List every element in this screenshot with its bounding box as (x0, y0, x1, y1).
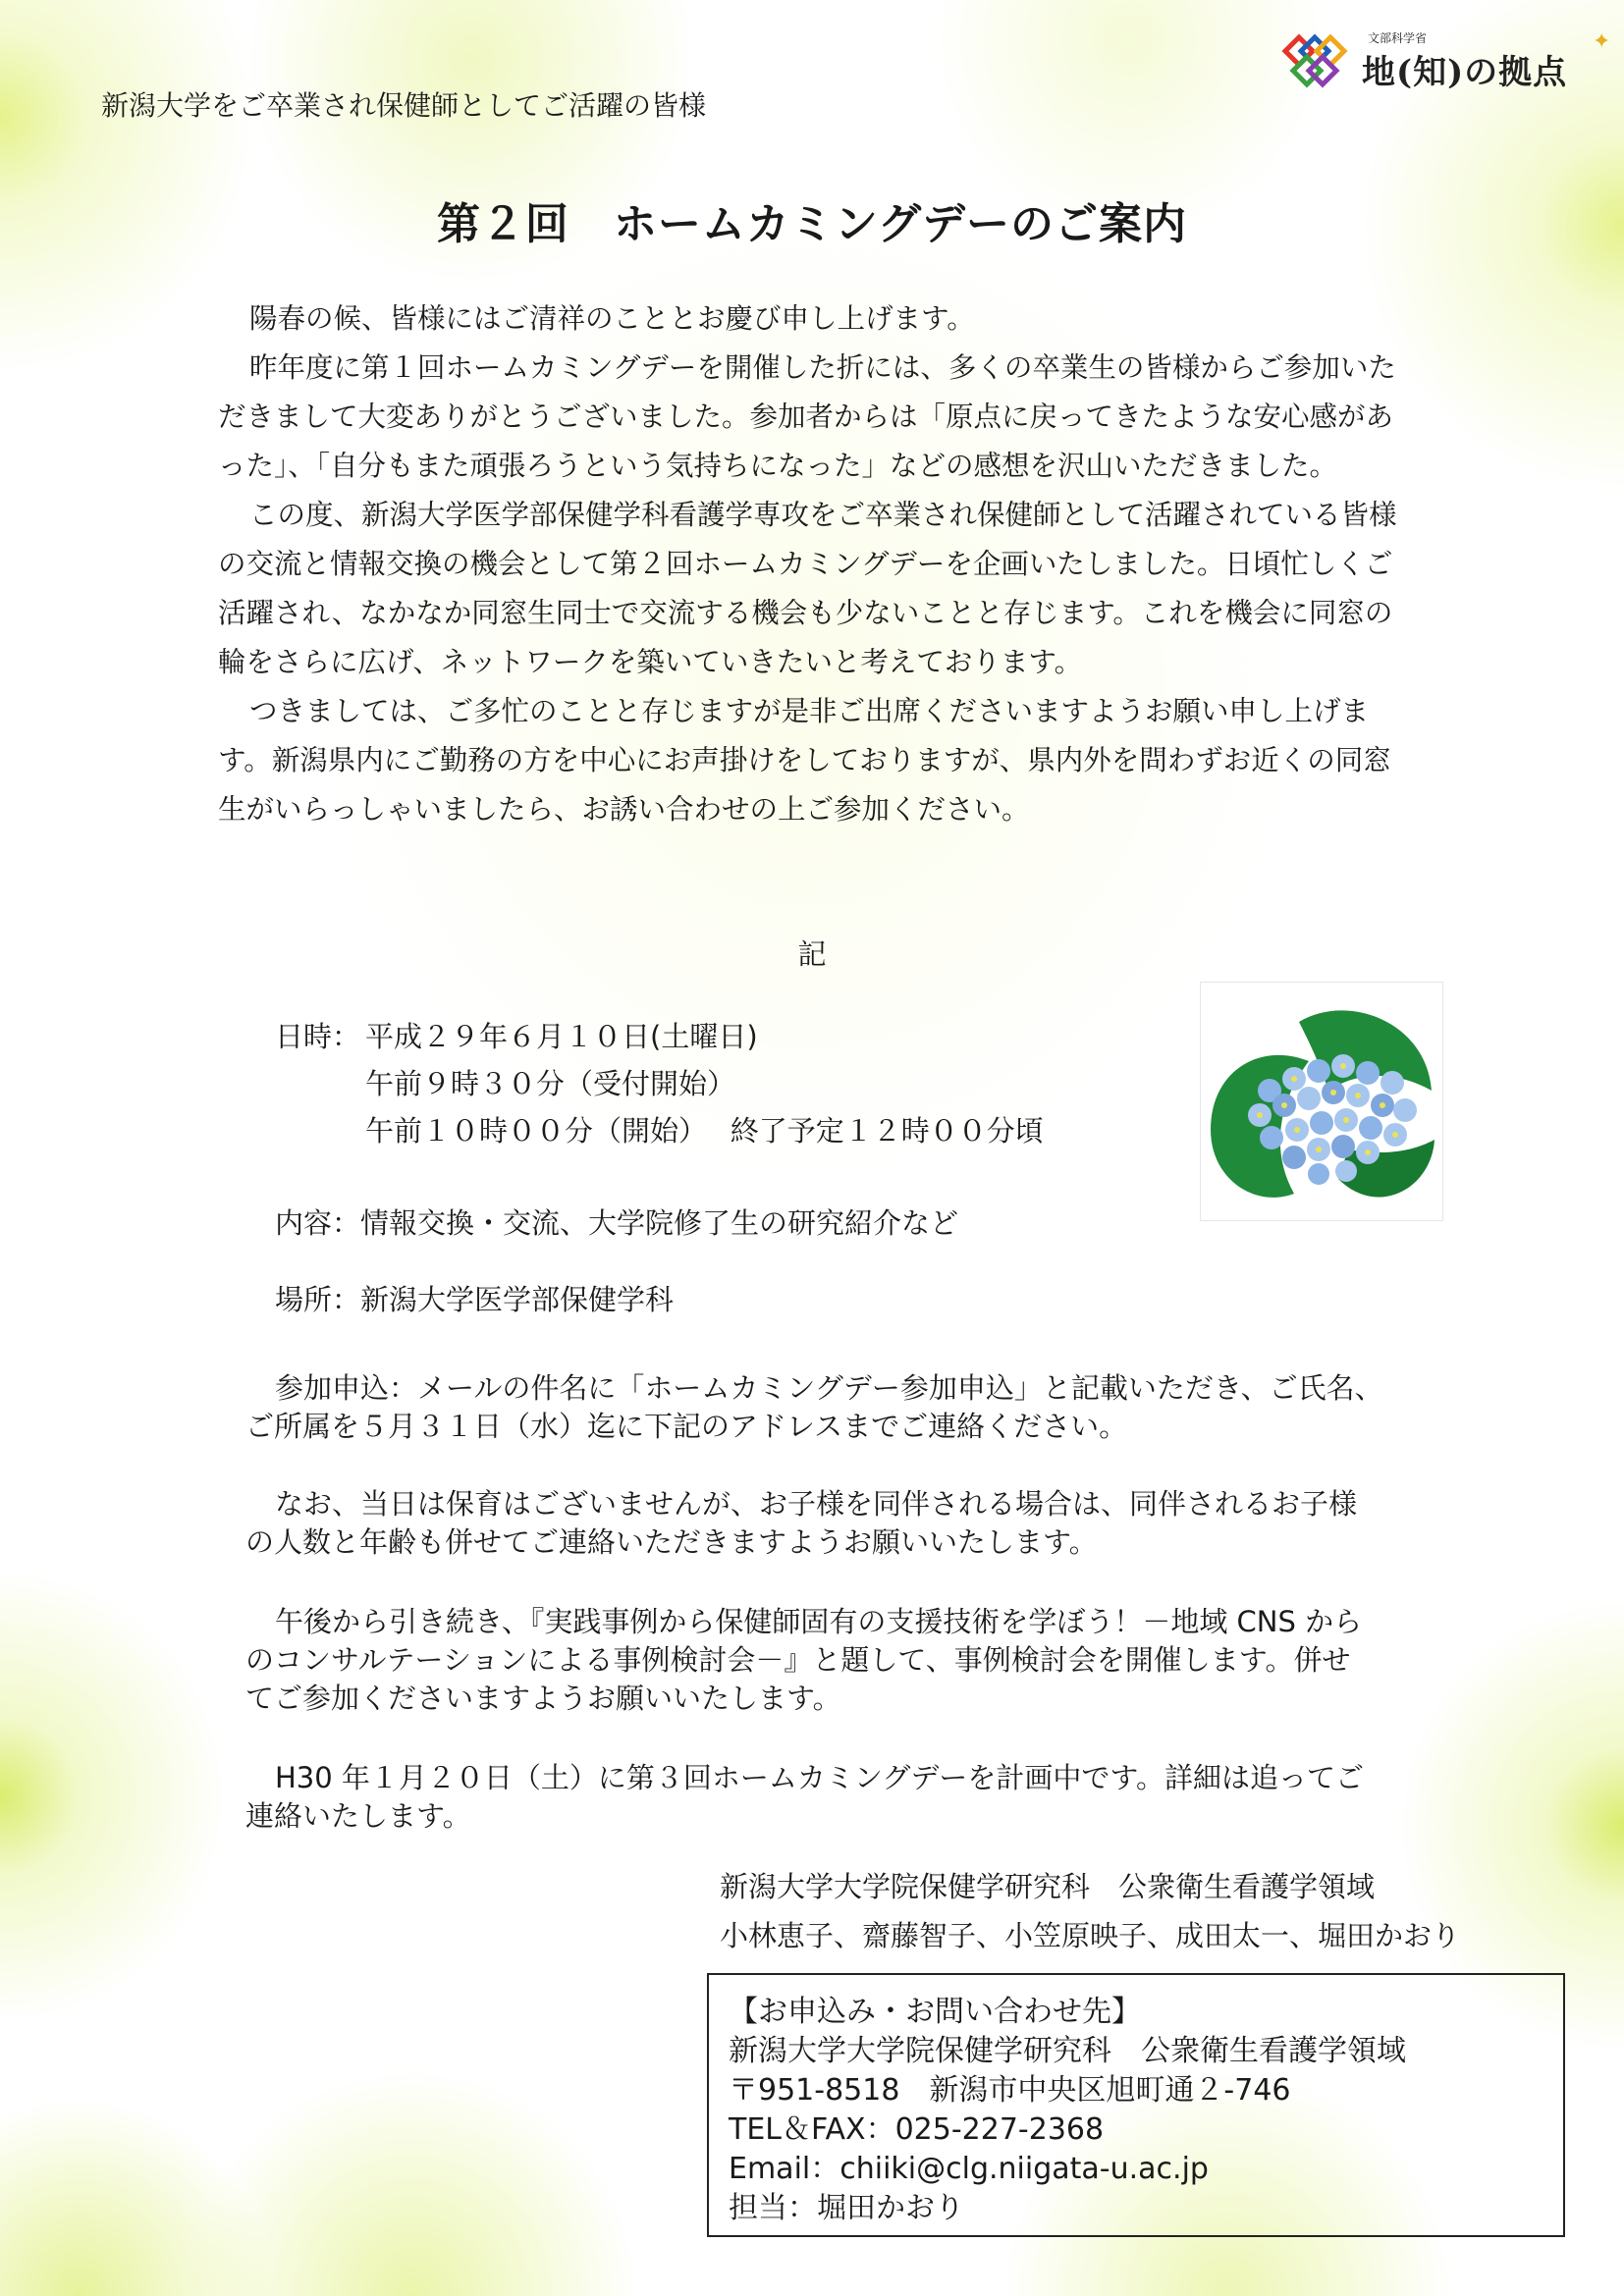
body-text (218, 294, 1416, 834)
signature-names: 小林恵子、齋藤智子、小笠原映子、成田太一、堀田かおり (720, 1919, 1461, 1952)
contact-person: 担当：堀田かおり (729, 2191, 964, 2225)
note-line: H30 年１月２０日（土）に第３回ホームカミングデーを計画中です。詳細は追ってご (275, 1761, 1365, 1794)
hydrangea-icon (1201, 983, 1442, 1220)
note-line: なお、当日は保育はございませんが、お子様を同伴される場合は、同伴されるお子様 (275, 1487, 1358, 1521)
signature-org: 新潟大学大学院保健学研究科 公衆衛生看護学領域 (720, 1870, 1376, 1903)
logo-text: 地(知)の拠点 (1362, 53, 1568, 92)
contact-address: 〒951-8518 新潟市中央区旭町通２-746 (729, 2073, 1291, 2108)
note-childcare (245, 1485, 1358, 1562)
salutation: 新潟大学をご卒業され保健師としてご活躍の皆様 (101, 89, 707, 122)
logo (1281, 27, 1611, 96)
note-line: ご所属を５月３１日（水）迄に下記のアドレスまでご連絡ください。 (245, 1410, 1128, 1443)
note-line: の人数と年齢も併せてご連絡いただきますようお願いいたします。 (245, 1525, 1098, 1559)
note-next-event (245, 1759, 1365, 1836)
date-line-1: 平成２９年６月１０日(土曜日) (365, 1020, 758, 1053)
contact-email[interactable]: Email：chiiki@clg.niigata-u.ac.jp (729, 2152, 1209, 2186)
logo-mark-icon (1281, 31, 1348, 92)
sparkle-icon: ✦ (1593, 29, 1611, 54)
date-label: 日時： (275, 1020, 361, 1053)
page-title: 第２回 ホームカミングデーのご案内 (436, 199, 1188, 249)
contact-box (707, 1973, 1565, 2237)
logo-ministry-text: 文部科学省 (1368, 31, 1428, 45)
date-line-3: 午前１０時００分（開始） 終了予定１２時００分頃 (365, 1114, 1044, 1148)
contact-heading: 【お申込み・お問い合わせ先】 (729, 1995, 1141, 2029)
note-line: のコンサルテーションによる事例検討会－』と題して、事例検討会を開催します。併せ (245, 1643, 1351, 1677)
note-line: てご参加くださいますようお願いいたします。 (245, 1682, 841, 1715)
body-paragraph: 昨年度に第１回ホームカミングデーを開催した折には、多くの卒業生の皆様からご参加いただきまして大変ありがとうございました。参加者からは「原点に戻ってきたような安心感があった」、「自分もまた頑張ろうという気持ちになった」などの感想を沢山いただきました。 (218, 351, 1396, 482)
note-line: 午後から引き続き、『実践事例から保健師固有の支援技術を学ぼう！－地域 CNS から (275, 1605, 1363, 1638)
note-afternoon (245, 1603, 1363, 1718)
contact-tel: TEL＆FAX：025-227-2368 (729, 2112, 1105, 2147)
place-line: 場所：新潟大学医学部保健学科 (275, 1283, 675, 1316)
ki-heading: 記 (797, 937, 827, 971)
hydrangea-illustration (1200, 982, 1443, 1221)
note-line: 連絡いたします。 (245, 1799, 471, 1833)
note-apply (245, 1369, 1383, 1446)
body-paragraph: 陽春の候、皆様にはご清祥のこととお慶び申し上げます。 (249, 302, 975, 335)
body-paragraph: この度、新潟大学医学部保健学科看護学専攻をご卒業され保健師として活躍されている皆様の交流と情報交換の機会として第２回ホームカミングデーを企画いたしました。日頃忙しくご活躍され、なかなか同窓生同士で交流する機会も少ないことと存じます。これを機会に同窓の輪をさらに広げ、ネットワークを築いていきたいと考えております。 (218, 499, 1397, 678)
date-line-2: 午前９時３０分（受付開始） (365, 1067, 736, 1100)
contact-org: 新潟大学大学院保健学研究科 公衆衛生看護学領域 (729, 2034, 1406, 2068)
body-paragraph: つきましては、ご多忙のことと存じますが是非ご出席くださいますようお願い申し上げます。新潟県内にご勤務の方を中心にお声掛けをしておりますが、県内外を問わずお近くの同窓生がいらっしゃいましたら、お誘い合わせの上ご参加ください。 (218, 695, 1391, 826)
content-line: 内容：情報交換・交流、大学院修了生の研究紹介など (275, 1206, 959, 1240)
note-line: 参加申込：メールの件名に「ホームカミングデー参加申込」と記載いただき、ご氏名、 (275, 1371, 1383, 1405)
